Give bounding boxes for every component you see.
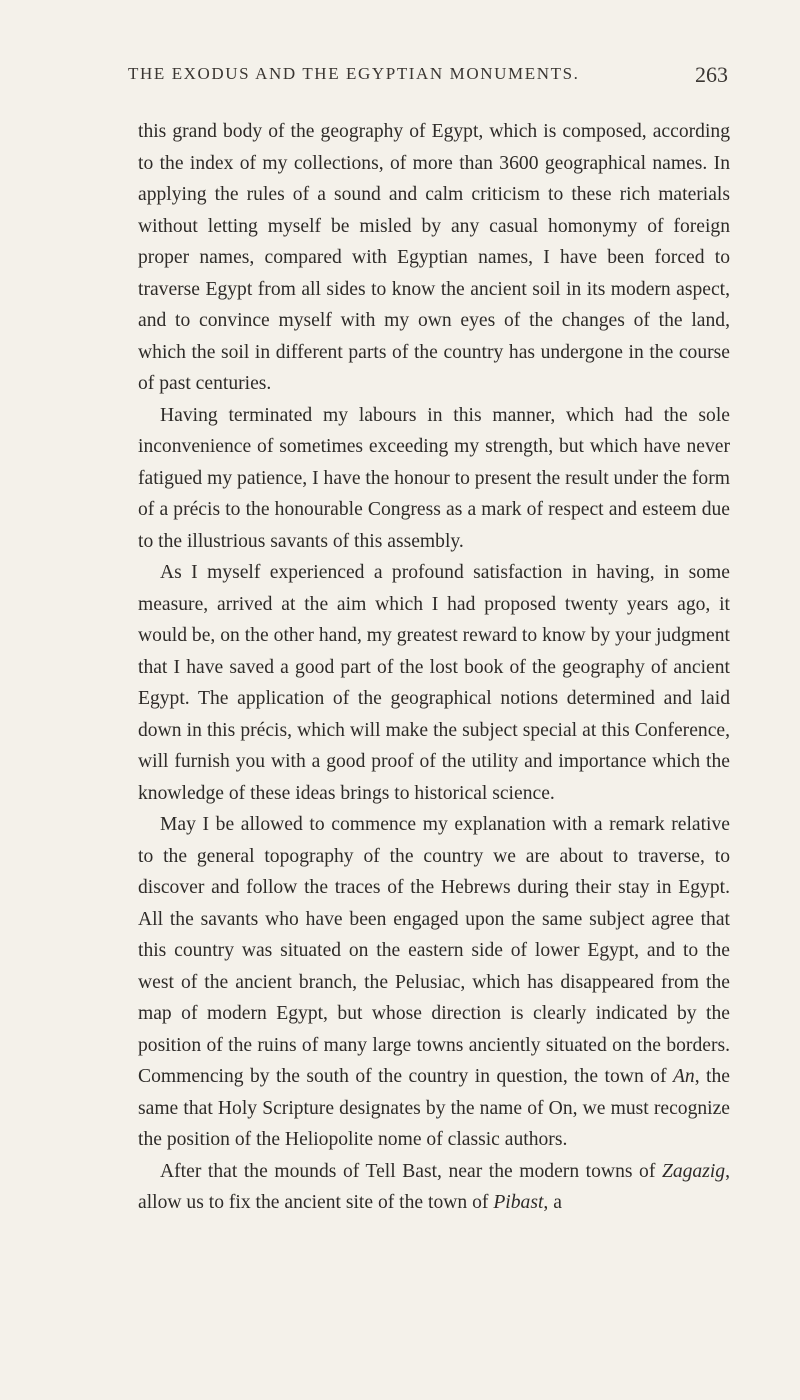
running-title: THE EXODUS AND THE EGYPTIAN MONUMENTS. bbox=[128, 64, 580, 83]
paragraph-5 bbox=[138, 1156, 730, 1219]
page-number: 263 bbox=[695, 62, 728, 87]
paragraph-4 bbox=[138, 809, 730, 1156]
paragraph-3 bbox=[138, 557, 730, 809]
paragraph-text: , the same that Holy Scripture designates by the name of On, we must recognize the position of the Heliopolite nome of classic authors. bbox=[138, 1066, 730, 1150]
paragraph-text: , a bbox=[543, 1192, 562, 1213]
body-text bbox=[138, 116, 730, 1219]
paragraph-text: After that the mounds of Tell Bast, near the modern towns of bbox=[160, 1160, 662, 1182]
italic-term: Zagazig bbox=[661, 1160, 726, 1182]
italic-term: Pibast bbox=[493, 1192, 544, 1213]
paragraph-1 bbox=[138, 116, 730, 400]
paragraph-text: May I be allowed to commence my explanation with a remark relative to the general topography of the country we are about to traverse, to discover and follow the traces of the Hebrews during their stay in Egypt. All the savants who have been engaged upon the same subject agree that this country was situated on the eastern side of lower Egypt, and to the west of the ancient branch, the Pelusiac, which has disappeared from the map of modern Egypt, but whose direction is clearly indicated by the position of the ruins of many large towns anciently situated on the borders. Commencing by the south of the country in question, the town of bbox=[138, 814, 730, 1087]
paragraph-text: , allow us to fix the ancient site of the town of bbox=[138, 1160, 730, 1213]
running-head bbox=[128, 62, 728, 92]
italic-term: An bbox=[672, 1066, 695, 1087]
paragraph-text: this grand body of the geography of Egypt, which is composed, according to the index of my collections, of more than 3600 geographical names. In applying the rules of a sound and calm criticism to these rich materials without letting myself be misled by any casual homonymy of foreign proper names, compared with Egyptian names, I have been forced to traverse Egypt from all sides to know the ancient soil in its modern aspect, and to convince myself with my own eyes of the changes of the land, which the soil in different parts of the country has undergone in the course of past centuries. bbox=[138, 121, 730, 394]
paragraph-2 bbox=[138, 400, 730, 558]
paragraph-text: Having terminated my labours in this manner, which had the sole inconvenience of sometimes exceeding my strength, but which have never fatigued my patience, I have the honour to present the result under the form of a précis to the honourable Congress as a mark of respect and esteem due to the illustrious savants of this assembly. bbox=[138, 404, 730, 552]
paragraph-text: As I myself experienced a profound satisfaction in having, in some measure, arrived at the aim which I had proposed twenty years ago, it would be, on the other hand, my greatest reward to know by your judgment that I have saved a good part of the lost book of the geography of ancient Egypt. The application of the geographical notions determined and laid down in this précis, which will make the subject special at this Conference, will furnish you with a good proof of the utility and importance which the knowledge of these ideas brings to historical science. bbox=[138, 562, 730, 804]
